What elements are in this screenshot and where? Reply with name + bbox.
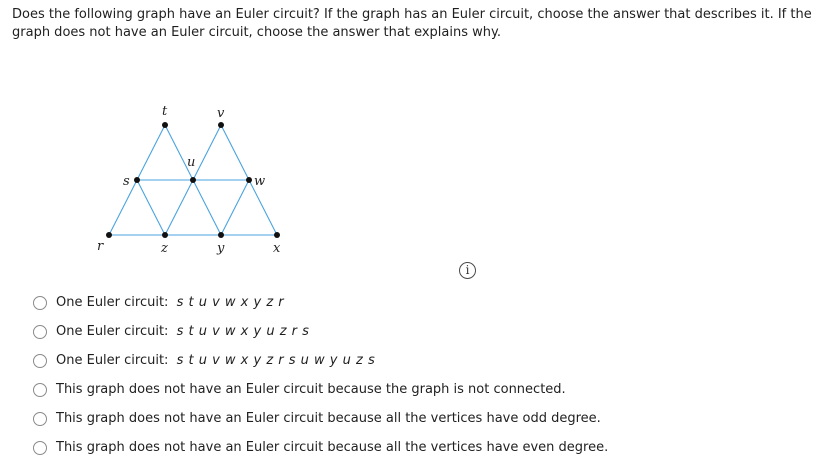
vertex-label-t: t [162, 104, 168, 119]
vertex-u [190, 177, 196, 183]
question-text: Does the following graph have an Euler circuit? If the graph has an Euler circuit, choose the answer that describes it. If the graph does not have an Euler circuit, choose the answer that explains why. [12, 7, 812, 40]
vertex-label-s: s [123, 174, 130, 189]
euler-graph [90, 95, 300, 270]
edge-v-u [193, 125, 221, 180]
option-prefix: One Euler circuit: [56, 324, 169, 339]
vertex-y [218, 232, 224, 238]
option-sequence: s t u v w x y u z r s [176, 324, 310, 339]
answer-option[interactable] [33, 288, 608, 317]
vertex-label-z: z [161, 241, 168, 256]
option-sequence: s t u v w x y z r [176, 295, 285, 310]
answer-option[interactable] [33, 317, 608, 346]
vertex-label-r: r [97, 239, 104, 254]
vertex-label-v: v [217, 106, 225, 121]
vertex-label-w: w [254, 174, 266, 189]
vertex-w [246, 177, 252, 183]
vertex-x [274, 232, 280, 238]
edge-w-y [221, 180, 249, 235]
option-text [56, 295, 284, 310]
option-text [56, 440, 608, 455]
answer-option[interactable] [33, 404, 608, 433]
radio-button[interactable] [33, 354, 47, 368]
vertex-t [162, 122, 168, 128]
edge-t-u [165, 125, 196, 180]
edge-u-y [193, 180, 221, 235]
vertex-label-x: x [273, 241, 281, 256]
edge-u-z [165, 180, 193, 235]
vertex-s [134, 177, 140, 183]
answer-option[interactable] [33, 433, 608, 462]
option-prefix: One Euler circuit: [56, 353, 169, 368]
vertex-label-y: y [217, 241, 225, 256]
option-sequence: s t u v w x y z r s u w y u z s [176, 353, 376, 368]
vertex-v [218, 122, 224, 128]
radio-button[interactable] [33, 296, 47, 310]
radio-button[interactable] [33, 441, 47, 455]
radio-button[interactable] [33, 325, 47, 339]
radio-button[interactable] [33, 412, 47, 426]
option-text [56, 382, 566, 397]
option-text [56, 411, 601, 426]
vertex-r [106, 232, 112, 238]
radio-button[interactable] [33, 383, 47, 397]
vertex-label-u: u [187, 155, 196, 170]
answer-options [33, 288, 608, 462]
option-text [56, 324, 309, 339]
edge-s-z [137, 180, 165, 235]
edge-v-w [221, 125, 249, 180]
answer-option[interactable] [33, 375, 608, 404]
vertex-z [162, 232, 168, 238]
info-icon[interactable]: i [459, 262, 476, 279]
option-prefix: One Euler circuit: [56, 295, 169, 310]
answer-option[interactable] [33, 346, 608, 375]
option-prefix: This graph does not have an Euler circuit because all the vertices have odd degree. [56, 411, 601, 426]
option-prefix: This graph does not have an Euler circuit because all the vertices have even degree. [56, 440, 609, 455]
option-prefix: This graph does not have an Euler circuit because the graph is not connected. [56, 382, 566, 397]
graph-svg [90, 95, 300, 270]
option-text [56, 353, 375, 368]
edge-t-s [137, 125, 165, 180]
